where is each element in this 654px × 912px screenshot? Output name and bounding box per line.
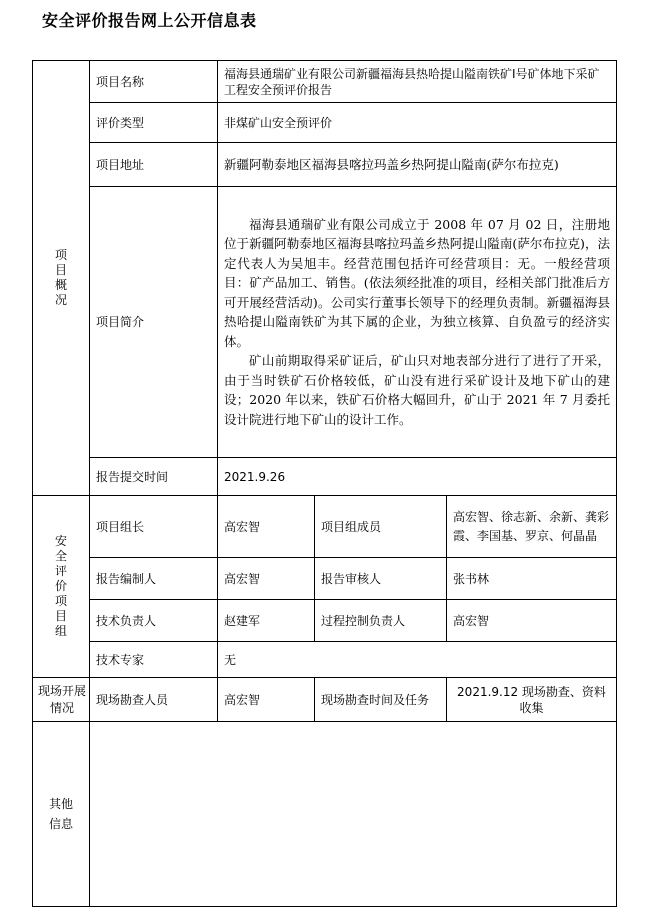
members-label: 项目组成员 — [315, 496, 447, 558]
members-value: 高宏智、徐志新、余新、龚彩霞、李国基、罗京、何晶晶 — [447, 496, 617, 558]
leader-label: 项目组长 — [90, 496, 218, 558]
row-expert — [33, 642, 617, 678]
leader-value: 高宏智 — [218, 496, 315, 558]
section-team-label: 安全评价项目组 — [54, 534, 67, 638]
other-value — [90, 722, 617, 907]
section-other-label: 其他信息 — [48, 797, 73, 831]
eval-type-value: 非煤矿山安全预评价 — [218, 103, 617, 143]
eval-type-label: 评价类型 — [90, 103, 218, 143]
intro-value — [218, 187, 617, 458]
process-lead-label: 过程控制负责人 — [315, 600, 447, 642]
row-tech-lead — [33, 600, 617, 642]
row-intro — [33, 187, 617, 458]
row-compiler — [33, 558, 617, 600]
section-overview-label: 项目概况 — [54, 248, 67, 307]
section-site — [33, 678, 90, 722]
intro-label: 项目简介 — [90, 187, 218, 458]
project-name-value: 福海县通瑞矿业有限公司新疆福海县热哈提山隘南铁矿Ⅰ号矿体地下采矿工程安全预评价报告 — [218, 61, 617, 103]
row-site — [33, 678, 617, 722]
section-team — [33, 496, 90, 678]
intro-paragraph-2: 矿山前期取得采矿证后，矿山只对地表部分进行了进行了开采，由于当时铁矿石价格较低，矿山没有进行采矿设计及地下矿山的建设；2020 年以来，铁矿石价格大幅回升，矿山于 2021 年 7 月委托设计院进行地下矿山的设计工作。 — [224, 353, 610, 427]
surveyor-label: 现场勘查人员 — [90, 678, 218, 722]
row-team-leader — [33, 496, 617, 558]
reviewer-label: 报告审核人 — [315, 558, 447, 600]
process-lead-value: 高宏智 — [447, 600, 617, 642]
row-eval-type — [33, 103, 617, 143]
expert-label: 技术专家 — [90, 642, 218, 678]
submit-time-label: 报告提交时间 — [90, 458, 218, 496]
reviewer-value: 张书林 — [447, 558, 617, 600]
submit-time-value: 2021.9.26 — [218, 458, 617, 496]
expert-value: 无 — [218, 642, 617, 678]
compiler-label: 报告编制人 — [90, 558, 218, 600]
section-site-label: 现场开展情况 — [37, 683, 86, 715]
row-submit-time — [33, 458, 617, 496]
project-name-label: 项目名称 — [90, 61, 218, 103]
address-label: 项目地址 — [90, 143, 218, 187]
address-value: 新疆阿勒泰地区福海县喀拉玛盖乡热阿提山隘南(萨尔布拉克) — [218, 143, 617, 187]
row-address — [33, 143, 617, 187]
time-task-value: 2021.9.12 现场勘查、资料收集 — [447, 678, 617, 722]
row-project-name — [33, 61, 617, 103]
info-table — [32, 60, 617, 907]
section-other — [33, 722, 90, 907]
compiler-value: 高宏智 — [218, 558, 315, 600]
tech-lead-value: 赵建军 — [218, 600, 315, 642]
time-task-label: 现场勘查时间及任务 — [315, 678, 447, 722]
section-overview — [33, 61, 90, 496]
row-other — [33, 722, 617, 907]
surveyor-value: 高宏智 — [218, 678, 315, 722]
tech-lead-label: 技术负责人 — [90, 600, 218, 642]
intro-paragraph-1: 福海县通瑞矿业有限公司成立于 2008 年 07 月 02 日，注册地位于新疆阿勒泰地区福海县喀拉玛盖乡热阿提山隘南(萨尔布拉克)，法定代表人为吴旭丰。经营范围包括许可经营项目：无。一般经营项目：矿产品加工、销售。(依法须经批准的项目，经相关部门批准后方可开展经营活动)。公司实行董事长领导下的经理负责制。新疆福海县热哈提山隘南铁矿为其下属的企业，为独立核算、自负盈亏的经济实体。 — [224, 216, 610, 349]
document-title: 安全评价报告网上公开信息表 — [42, 11, 257, 30]
